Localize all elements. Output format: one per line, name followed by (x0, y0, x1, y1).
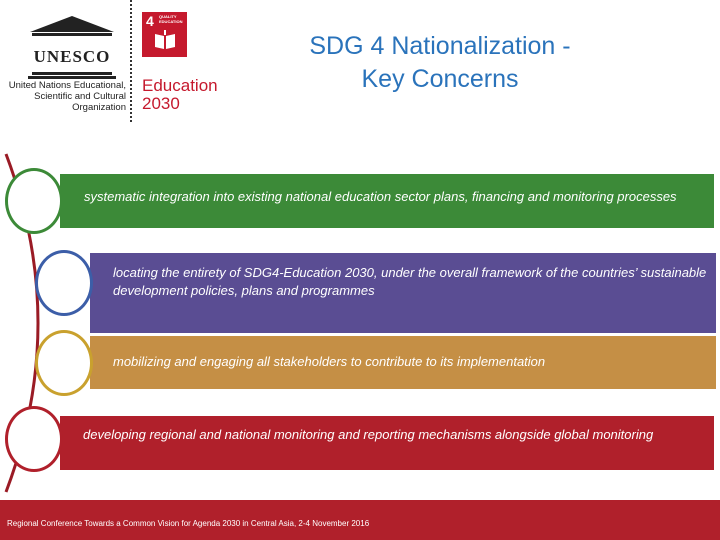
concern-item-3 (90, 336, 716, 389)
page-title (250, 30, 630, 96)
sdg4-badge (142, 12, 187, 57)
sdg-number: 4 (146, 13, 154, 29)
logo-area (0, 0, 260, 125)
footer-text: Regional Conference Towards a Common Vision for Agenda 2030 in Central Asia, 2-4 November 2016 (7, 519, 370, 528)
book-icon (154, 30, 176, 50)
bullet-circle-3 (35, 330, 93, 396)
concern-text-1: systematic integration into existing national education sector plans, financing and monitoring processes (84, 189, 677, 204)
concern-item-4 (60, 416, 714, 470)
bullet-circle-2 (35, 250, 93, 316)
education-label: Education (142, 76, 218, 95)
svg-text:UNESCO: UNESCO (33, 47, 111, 66)
bullet-circle-1 (5, 168, 63, 234)
concern-text-4: developing regional and national monitoring and reporting mechanisms alongside global monitoring (83, 427, 654, 442)
unesco-temple-icon (22, 14, 122, 80)
unesco-name: United Nations Educational, Scientific and Cultural Organization (8, 80, 126, 113)
sdg-label: QUALITY EDUCATION (159, 14, 183, 24)
concern-text-2: locating the entirety of SDG4-Education 2030, under the overall framework of the countries’ sustainable development policies, plans and programmes (113, 265, 707, 298)
title-line-2: Key Concerns (361, 65, 519, 93)
concern-item-1 (60, 174, 714, 228)
concern-item-2 (90, 253, 716, 333)
education-year: 2030 (142, 94, 180, 113)
bullet-circle-4 (5, 406, 63, 472)
education-2030-logo (142, 77, 218, 113)
logo-divider (130, 0, 132, 122)
concern-text-3: mobilizing and engaging all stakeholders to contribute to its implementation (113, 354, 546, 369)
title-line-1: SDG 4 Nationalization - (309, 32, 571, 60)
